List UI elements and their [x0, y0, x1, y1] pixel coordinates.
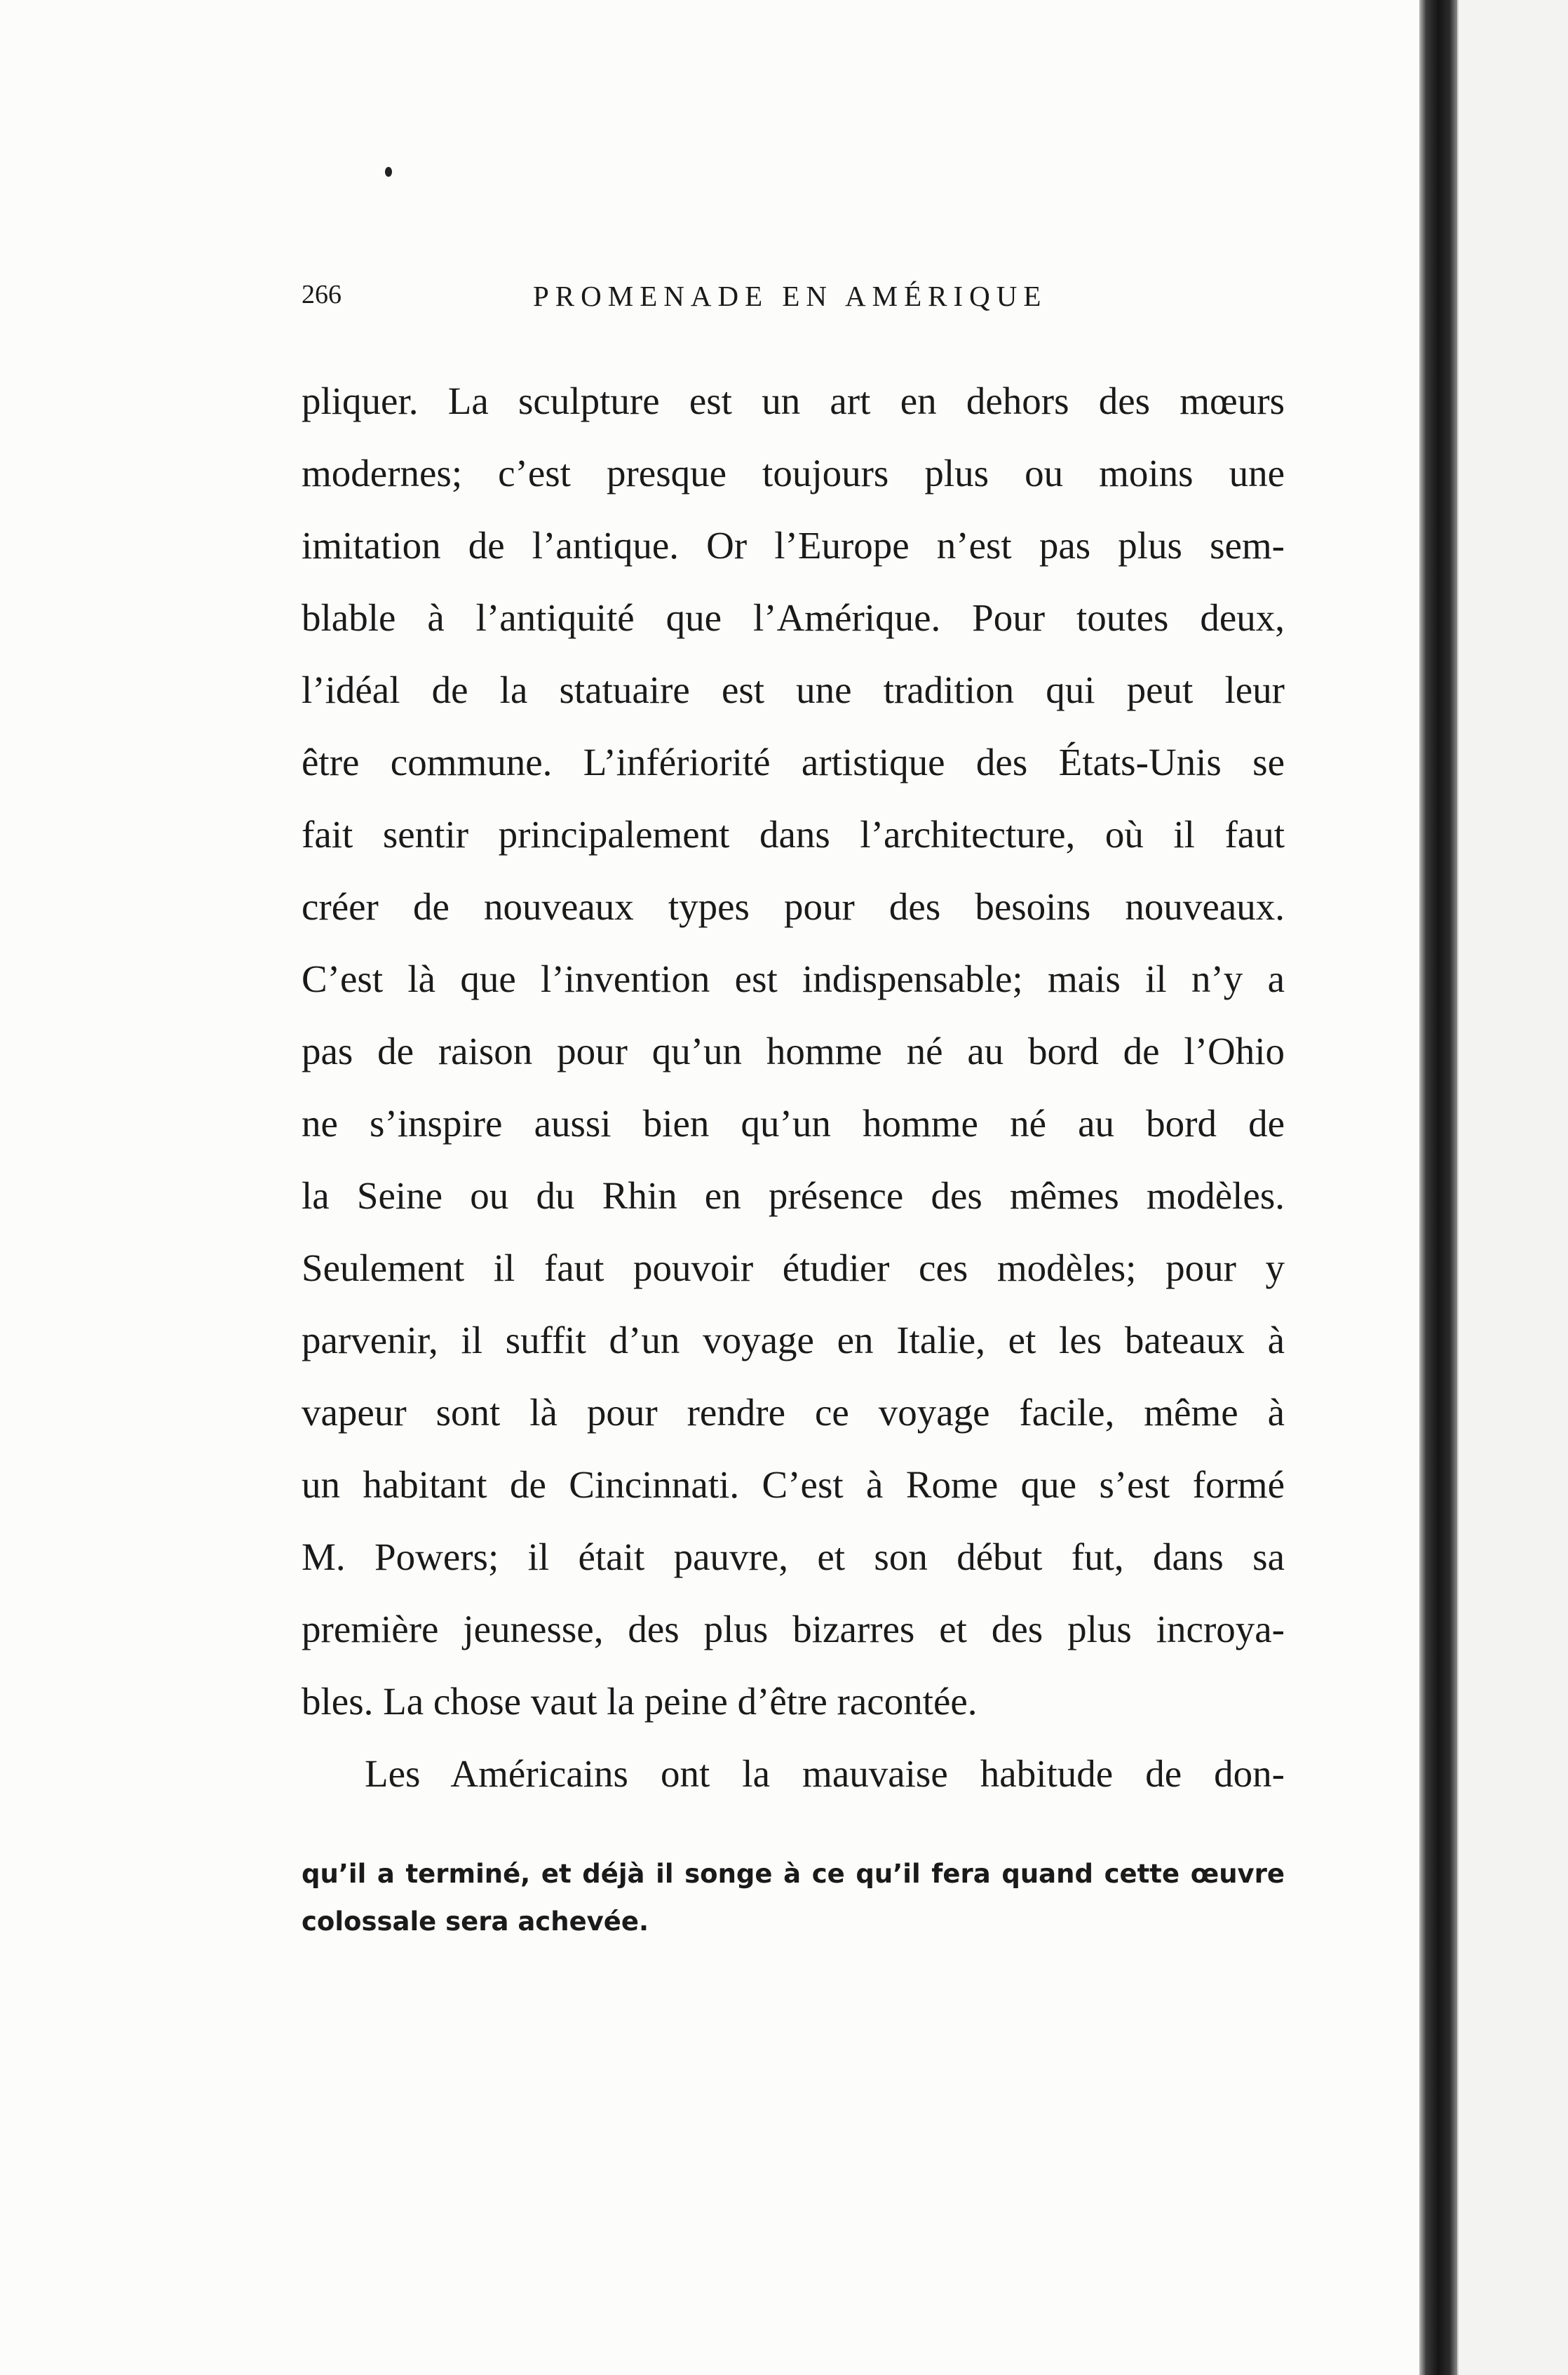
text-line: bles. La chose vaut la peine d’être racontée.	[302, 1680, 978, 1723]
text-line: première jeunesse, des plus bizarres et des plus incroya-	[302, 1608, 1285, 1650]
text-line: Les Américains ont la mauvaise habitude de don-	[365, 1752, 1285, 1795]
text-line: vapeur sont là pour rendre ce voyage facile, même à	[302, 1391, 1285, 1434]
ink-speck	[385, 167, 392, 177]
text-line: ne s’inspire aussi bien qu’un homme né au bord de	[302, 1102, 1285, 1145]
text-line: un habitant de Cincinnati. C’est à Rome que s’est formé	[302, 1463, 1285, 1506]
text-line: imitation de l’antique. Or l’Europe n’est pas plus sem-	[302, 524, 1285, 567]
text-line: parvenir, il suffit d’un voyage en Italie, et les bateaux à	[302, 1319, 1285, 1361]
text-line: fait sentir principalement dans l’architecture, où il faut	[302, 813, 1285, 856]
text-line: pas de raison pour qu’un homme né au bord de l’Ohio	[302, 1030, 1285, 1072]
page-number: 266	[302, 280, 342, 309]
footnote-line: qu’il a terminé, et déjà il songe à ce qu’il fera quand cette œuvre	[302, 1859, 1285, 1889]
text-line: être commune. L’infériorité artistique des États-Unis se	[302, 741, 1285, 783]
binding-edge	[1419, 0, 1457, 2375]
body-text	[302, 365, 1285, 1810]
text-line: l’idéal de la statuaire est une tradition qui peut leur	[302, 668, 1285, 711]
text-line: Seulement il faut pouvoir étudier ces modèles; pour y	[302, 1246, 1285, 1289]
text-line: blable à l’antiquité que l’Amérique. Pour toutes deux,	[302, 596, 1285, 639]
running-title: PROMENADE EN AMÉRIQUE	[533, 280, 1048, 312]
text-line: C’est là que l’invention est indispensable; mais il n’y a	[302, 957, 1285, 1000]
footnote	[302, 1850, 1285, 1946]
text-line: pliquer. La sculpture est un art en dehors des mœurs	[302, 379, 1285, 422]
adjacent-page-edge	[1457, 0, 1568, 2375]
text-line: la Seine ou du Rhin en présence des mêmes modèles.	[302, 1174, 1285, 1217]
text-line: M. Powers; il était pauvre, et son début fut, dans sa	[302, 1535, 1285, 1578]
text-line: modernes; c’est presque toujours plus ou moins une	[302, 452, 1285, 494]
running-head	[302, 279, 1304, 321]
text-line: créer de nouveaux types pour des besoins nouveaux.	[302, 885, 1285, 928]
footnote-line: colossale sera achevée.	[302, 1906, 649, 1937]
